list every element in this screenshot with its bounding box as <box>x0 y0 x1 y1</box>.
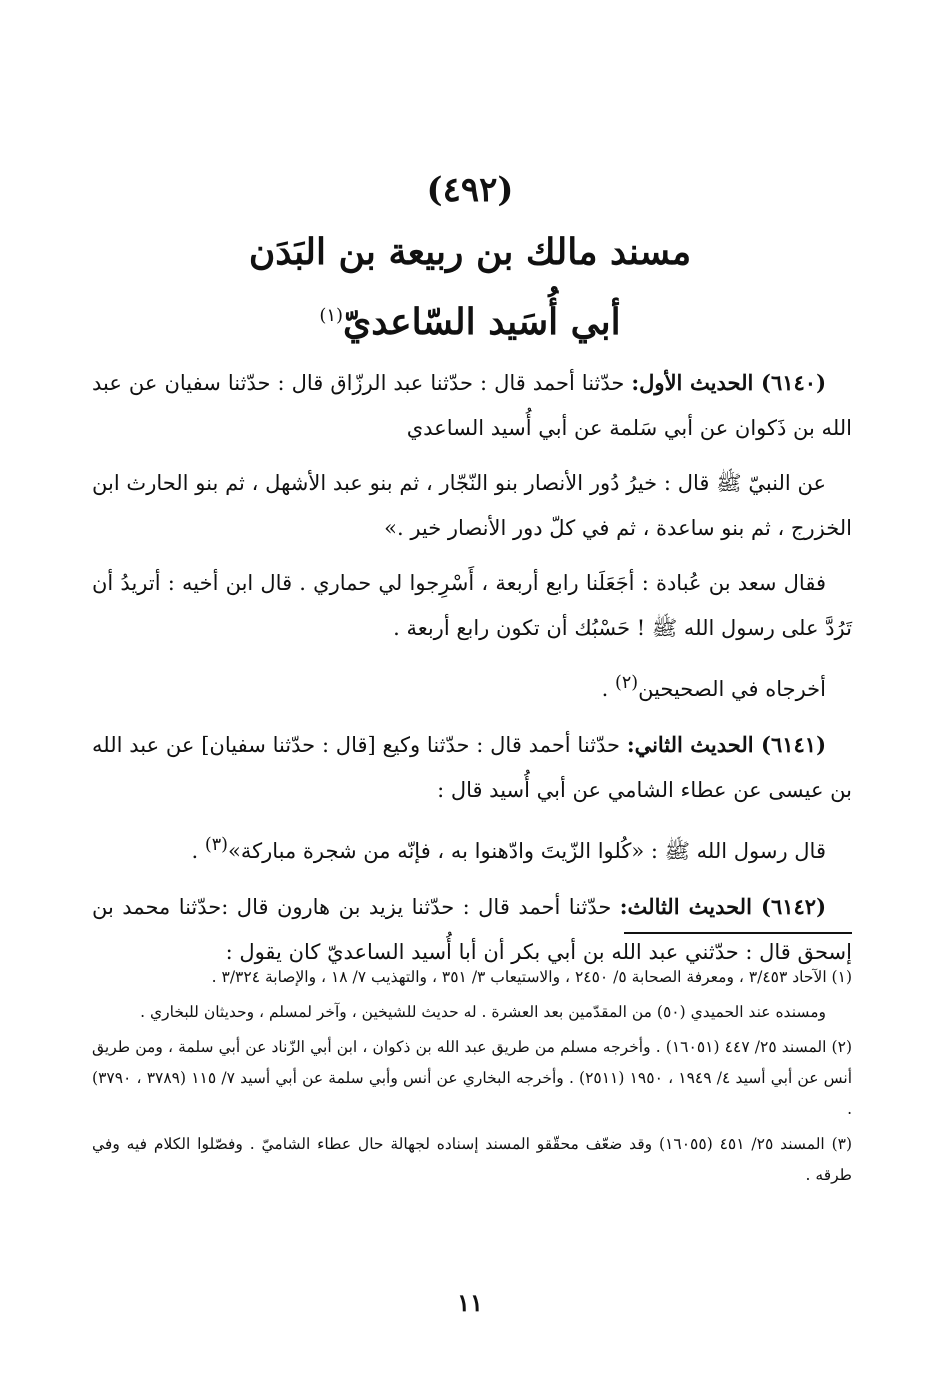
hadith-2-isnad-text: حدّثنا أحمد قال : حدّثنا وكيع [قال : حدّثنا سفيان] عن عبد الله بن عيسى عن عطاء الشامي عن أبي أُسيد قال : <box>92 733 852 802</box>
page-number: ١١ <box>457 1288 483 1317</box>
hadith-1-takhrij <box>92 661 852 712</box>
footnote-separator <box>624 932 852 934</box>
footnote-ref: (٢) <box>615 673 639 693</box>
hadith-1-story: فقال سعد بن عُبادة : أجَعَلَنا رابع أربعة ، أَسْرِجوا لي حماري . قال ابن أخيه : أتريدُ أن تَرُدَّ على رسول الله ﷺ ! حَسْبُك أن تكون رابع أربعة . <box>92 571 852 640</box>
footnote-2: (٢) المسند ٢٥/ ٤٤٧ (١٦٠٥١) . وأخرجه مسلم من طريق عبد الله بن ذكوان ، ابن أبي الزّناد عن أبي سلمة ، ومن طريق أنس عن أبي أسيد ٤/ ١٩٤٩ ، ١٩٥٠ (٢٥١١) . وأخرجه البخاري عن أنس وأبي سلمة عن أبي أسيد ٧/ ١١٥ (٣٧٨٩ ، ٣٧٩٠) . <box>92 1038 852 1118</box>
hadith-2-matn <box>92 823 852 874</box>
footnote-ref: (١) <box>319 305 344 326</box>
hadith-1-matn: عن النبيّ ﷺ قال : خيرُ دُور الأنصار بنو النّجّار ، ثم بنو عبد الأشهل ، ثم بنو الحارث ابن الخزرج ، ثم بنو ساعدة ، ثم في كلّ دور الأنصار خير .» <box>92 471 852 540</box>
main-text <box>92 360 852 985</box>
hadith-3-isnad-text: حدّثنا أحمد قال : حدّثنا يزيد بن هارون قال :حدّثنا محمد بن إسحق قال : حدّثني عبد الله بن أبي بكر أن أبا أُسيد الساعديّ كان يقول : <box>92 895 852 964</box>
chapter-subtitle <box>0 290 940 348</box>
hadith-1-label: (٦١٤٠) الحديث الأول: <box>631 370 826 395</box>
footnotes <box>92 962 852 1195</box>
footnote-3: (٣) المسند ٢٥/ ٤٥١ (١٦٠٥٥) وقد ضعّف محقّقو المسند إسناده لجهالة حال عطاء الشاميّ . وفصّلوا الكلام فيه وفي طرقه . <box>92 1135 853 1184</box>
footnote-1-continuation: ومسنده عند الحميدي (٥٠) من المقدّمين بعد العشرة . له حديث للشيخين ، وآخر لمسلم ، وحديثان للبخاري . <box>140 1003 826 1021</box>
footnote-1: (١) الآحاد ٣/٤٥٣ ، ومعرفة الصحابة ٥/ ٢٤٥٠ ، والاستيعاب ٣/ ٣٥١ ، والتهذيب ٧/ ١٨ ، والإصابة ٣/٣٢٤ . <box>211 968 852 986</box>
hadith-2-isnad <box>92 722 852 813</box>
hadith-1-takhrij-end: . <box>601 677 616 701</box>
hadith-1-takhrij-text: أخرجاه في الصحيحين <box>638 677 826 701</box>
hadith-1-isnad <box>92 360 852 451</box>
hadith-3-label: (٦١٤٢) الحديث الثالث: <box>619 894 826 919</box>
section-number: (٤٩٢) <box>426 170 514 210</box>
hadith-1-isnad-text: حدّثنا أحمد قال : حدّثنا عبد الرزّاق قال : حدّثنا سفيان عن عبد الله بن ذَكوان عن أبي سَلمة عن أبي أُسيد الساعدي <box>92 371 852 440</box>
footnote-ref: (٣) <box>204 835 228 855</box>
chapter-subtitle-text: أبي أُسَيد السّاعديّ <box>343 301 621 343</box>
chapter-title: مسند مالك بن ربيعة بن البَدَن <box>248 231 692 273</box>
hadith-2-label: (٦١٤١) الحديث الثاني: <box>626 732 827 757</box>
hadith-2-matn-end: . <box>191 839 205 863</box>
hadith-2-matn-text: قال رسول الله ﷺ : «كُلوا الزّيتَ وادّهنوا به ، فإنّه من شجرة مباركة» <box>227 839 826 863</box>
